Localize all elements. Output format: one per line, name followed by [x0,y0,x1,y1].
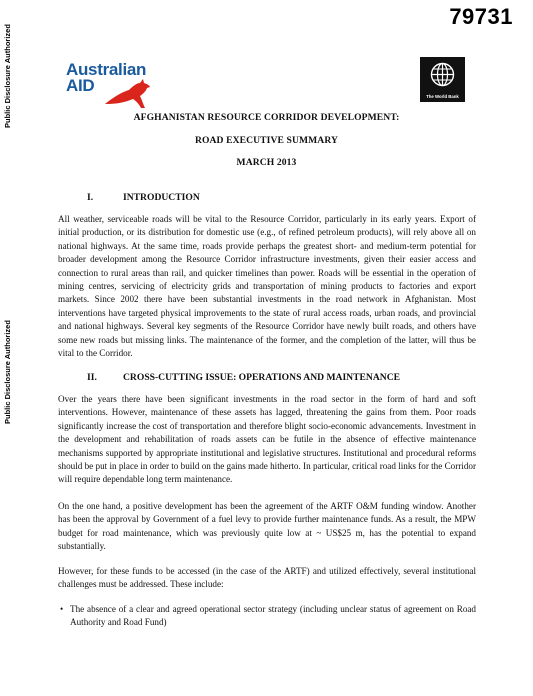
paragraph: However, for these funds to be accessed (in the case of the ARTF) and utilized effectively, several institutional challenges must be addressed. These include: [58,566,476,590]
document-title: AFGHANISTAN RESOURCE CORRIDOR DEVELOPMENT: [133,112,400,123]
australian-aid-logo [66,62,156,110]
document-date: MARCH 2013 [236,157,297,168]
section-number: I. [87,192,94,203]
bullet-item [58,603,476,630]
globe-icon [430,62,455,87]
bullet-dot-icon: • [60,604,64,614]
australian-aid-logo-line1: Australian [66,60,147,79]
disclosure-label-top: Public Disclosure Authorized [3,24,12,128]
section-number: II. [87,372,97,383]
australian-aid-logo-line2: AID [66,76,95,95]
section-title: CROSS-CUTTING ISSUE: OPERATIONS AND MAINTENANCE [123,372,401,383]
kangaroo-icon [102,77,154,111]
paragraph: On the one hand, a positive development has been the agreement of the ARTF O&M funding window. Another has been the approval by Government of a fuel levy to provide further maintenance funds. As a result, the MPW budget for road maintenance, which was previously quite low at ~ US$25 m, has the potential to expand substantially. [58,501,476,552]
disclosure-label-middle: Public Disclosure Authorized [3,320,12,424]
document-subtitle: ROAD EXECUTIVE SUMMARY [194,135,339,146]
paragraph: Over the years there have been significant investments in the road sector in the form of hard and soft interventions. However, maintenance of these assets has lagged, threatening the gains from them. Poor roads significantly increase the cost of transportation and therefore blight socio-economic advancements. Investment in the development and rehabilitation of roads assets can be futile in the absence of effective maintenance mechanisms supported by appropriate institutional and legislative structures. Institutional and procedural reforms should be put in place in order to build on the gains made hitherto. In particular, critical road links for the Corridor will require dependable long term maintenance. [58,394,477,485]
world-bank-logo [420,57,465,102]
section-heading-introduction [87,192,200,203]
section-heading-operations [87,372,400,383]
document-number: 79731 [449,4,513,29]
paragraph: All weather, serviceable roads will be vital to the Resource Corridor, particularly in its early years. Export of initial production, or its distribution for domestic use (e.g., of refined petroleum products), will rely above all on national highways. At the same time, roads provide perhaps the greatest short- and medium-term potential for broader development among the Resource Corridor infrastructure investments, given their easier access and connection to rural areas than rail, and quicker timelines than power. Roads will be essential in the operation of mining centres, servicing of electricity grids and transportation of mining products to factories and export markets. Since 2002 there have been substantial investments in the road network in Afghanistan. Most interventions have targeted physical improvements to the state of rural access roads, urban roads, and provincial and national highways. Several key segments of the Resource Corridor have newly built roads, and others have some new roads but missing links. The maintenance of the former, and the completion of the latter, will thus be vital to the Corridor. [58,214,476,359]
section-title: INTRODUCTION [123,192,200,203]
world-bank-caption: The World Bank [426,94,459,99]
bullet-text: The absence of a clear and agreed operational sector strategy (including unclear status of agreement on Road Authority and Road Fund) [70,604,476,628]
